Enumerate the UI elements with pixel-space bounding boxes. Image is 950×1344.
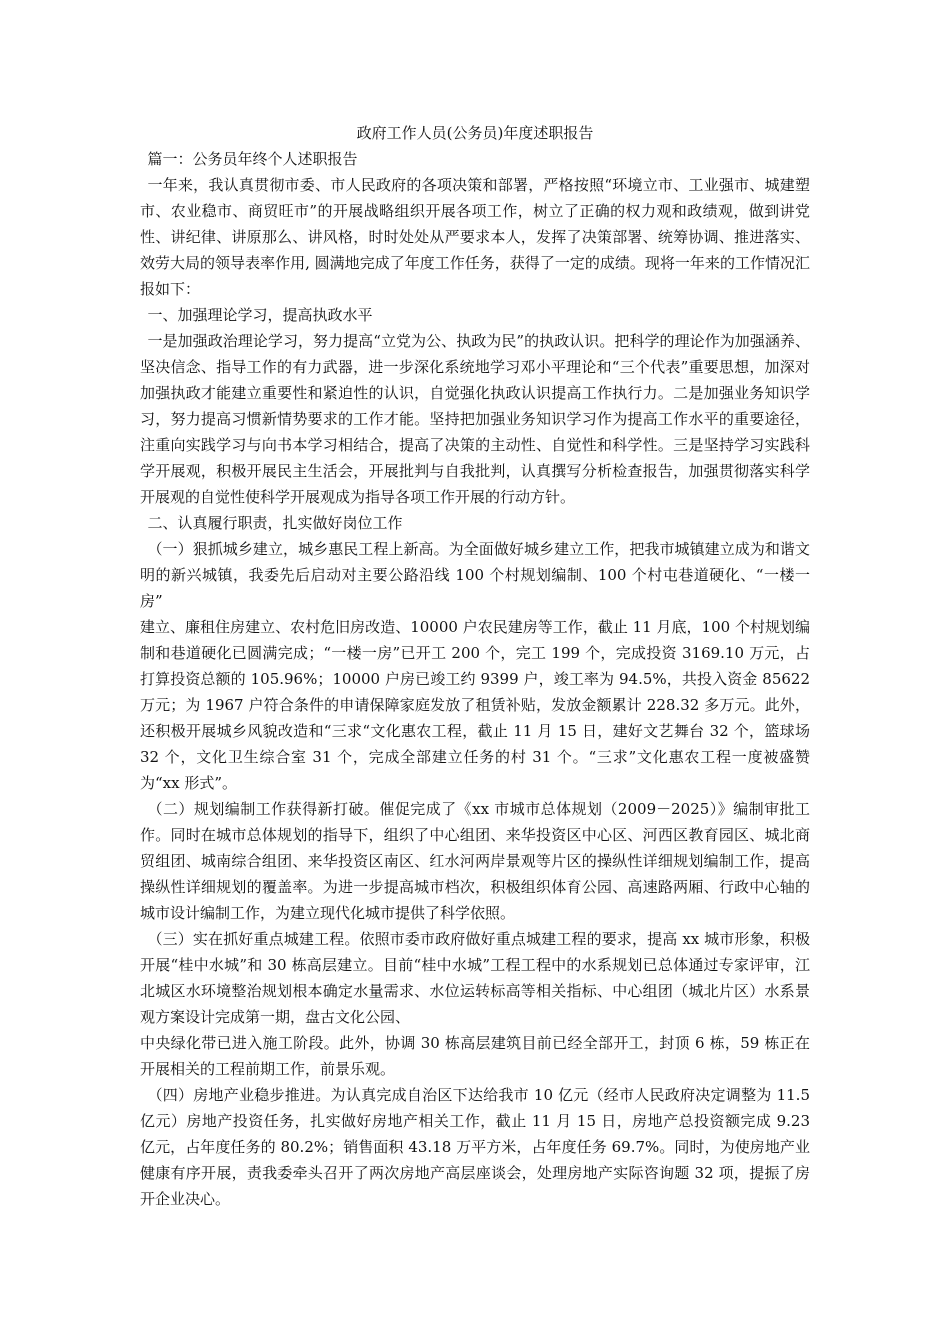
paragraph: 一、加强理论学习，提高执政水平 — [147, 306, 373, 324]
document-title: 政府工作人员(公务员)年度述职报告 — [356, 124, 594, 142]
document-body — [140, 146, 810, 1212]
document-page — [140, 120, 810, 1212]
paragraph: 一年来，我认真贯彻市委、市人民政府的各项决策和部署，严格按照“环境立市、工业强市、城建塑市、农业稳市、商贸旺市”的开展战略组织开展各项工作，树立了正确的权力观和政绩观，做到讲党性、讲纪律、讲原那么、讲风格，时时处处从严要求本人，发挥了决策部署、统筹协调、推进落实、效劳大局的领导表率作用, 圆满地完成了年度工作任务，获得了一定的成绩。现将一年来的工作情况汇报如下： — [140, 176, 810, 298]
paragraph: 建立、廉租住房建立、农村危旧房改造、10000 户农民建房等工作，截止 11 月底，100 个村规划编制和巷道硬化已圆满完成；“一楼一房”已开工 200 个，完工 199 个，完成投资 3169.10 万元，占打算投资总额的 105.96%；10000 户房已竣工约 9399 户，竣工率为 94.5%，共投入资金 85622 万元；为 1967 户符合条件的申请保障家庭发放了租赁补贴，发放金额累计 228.32 多万元。此外，还积极开展城乡风貌改造和“三求“文化惠农工程，截止 11 月 15 日，建好文艺舞台 32 个，篮球场 32 个，文化卫生综合室 31 个，完成全部建立任务的村 31 个。“三求”文化惠农工程一度被盛赞为“xx 形式”。 — [140, 618, 810, 792]
paragraph: 中央绿化带已进入施工阶段。此外，协调 30 栋高层建筑目前已经全部开工，封顶 6 栋，59 栋正在开展相关的工程前期工作，前景乐观。 — [140, 1034, 810, 1078]
paragraph: （三）实在抓好重点城建工程。依照市委市政府做好重点城建工程的要求，提高 xx 城市形象，积极开展“桂中水城”和 30 栋高层建立。目前“桂中水城”工程工程中的水系规划已总体通过专家评审，江北城区水环境整治规划根本确定水量需求、水位运转标高等相关指标、中心组团（城北片区）水系景观方案设计完成第一期，盘古文化公园、 — [140, 930, 810, 1026]
paragraph: 篇一：公务员年终个人述职报告 — [147, 150, 358, 168]
paragraph: （一）狠抓城乡建立，城乡惠民工程上新高。为全面做好城乡建立工作，把我市城镇建立成为和谐文明的新兴城镇，我委先后启动对主要公路沿线 100 个村规划编制、100 个村屯巷道硬化、“一楼一房” — [140, 540, 810, 610]
paragraph: （二）规划编制工作获得新打破。催促完成了《xx 市城市总体规划（2009－2025）》编制审批工作。同时在城市总体规划的指导下，组织了中心组团、来华投资区中心区、河西区教育园区、城北商贸组团、城南综合组团、来华投资区南区、红水河两岸景观等片区的操纵性详细规划编制工作，提高操纵性详细规划的覆盖率。为进一步提高城市档次，积极组织体育公园、高速路两厢、行政中心轴的城市设计编制工作，为建立现代化城市提供了科学依照。 — [140, 800, 810, 922]
paragraph: 二、认真履行职责，扎实做好岗位工作 — [147, 514, 403, 532]
paragraph: 一是加强政治理论学习，努力提高“立党为公、执政为民”的执政认识。把科学的理论作为加强涵养、坚决信念、指导工作的有力武器，进一步深化系统地学习邓小平理论和“三个代表”重要思想，加深对加强执政才能建立重要性和紧迫性的认识，自觉强化执政认识提高工作执行力。二是加强业务知识学习，努力提高习惯新情势要求的工作才能。坚持把加强业务知识学习作为提高工作水平的重要途径，注重向实践学习与向书本学习相结合，提高了决策的主动性、自觉性和科学性。三是坚持学习实践科学开展观，积极开展民主生活会，开展批判与自我批判，认真撰写分析检查报告，加强贯彻落实科学开展观的自觉性使科学开展观成为指导各项工作开展的行动方针。 — [140, 332, 810, 506]
paragraph: （四）房地产业稳步推进。为认真完成自治区下达给我市 10 亿元（经市人民政府决定调整为 11.5 亿元）房地产投资任务，扎实做好房地产相关工作，截止 11 月 15 日，房地产总投资额完成 9.23 亿元，占年度任务的 80.2%；销售面积 43.18 万平方米，占年度任务 69.7%。同时，为使房地产业健康有序开展，责我委牵头召开了两次房地产高层座谈会，处理房地产实际咨询题 32 项，提振了房开企业决心。 — [140, 1086, 810, 1208]
